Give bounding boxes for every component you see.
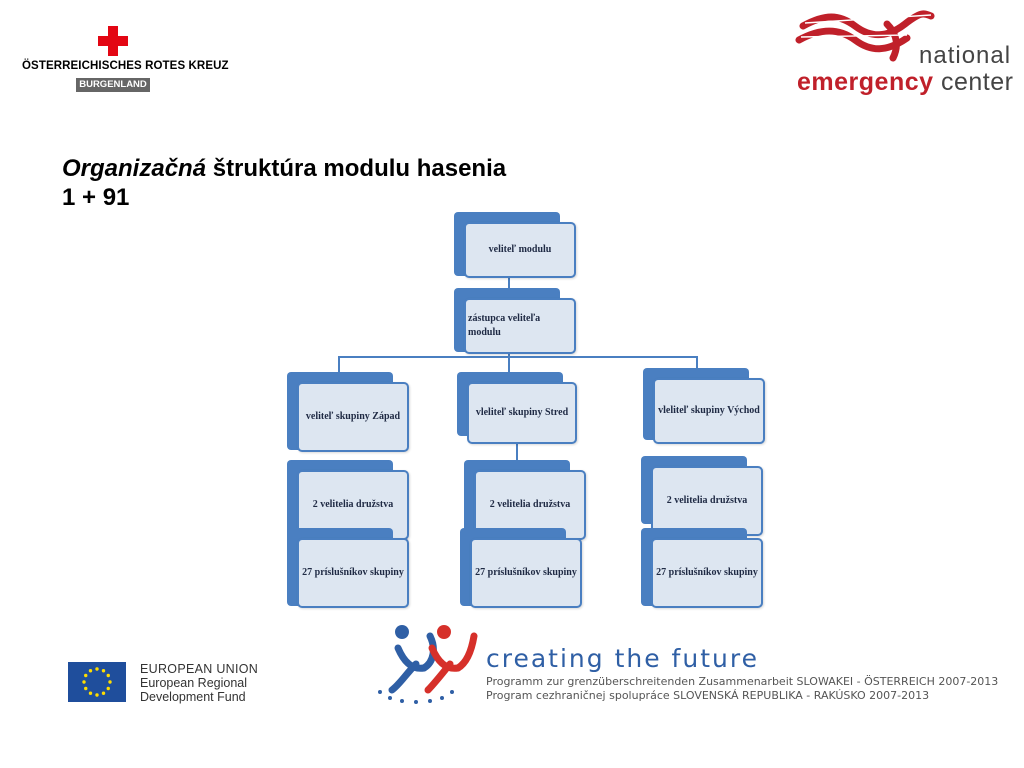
connector-horizontal-bus: [338, 356, 698, 358]
org-node-group-center-leader: [457, 372, 579, 446]
eu-star-icon: [89, 692, 92, 695]
group-east-squad-label: 2 velitelia družstva: [651, 466, 763, 536]
eu-star-icon: [84, 687, 87, 690]
group-center-squad-label: 2 velitelia družstva: [474, 470, 586, 540]
eu-text: [140, 662, 258, 704]
programme-line-de: Programm zur grenzüberschreitenden Zusammenarbeit SLOWAKEI - ÖSTERREICH 2007-2013: [486, 675, 999, 688]
eu-stars-icon: [68, 662, 126, 702]
eu-star-icon: [107, 687, 110, 690]
two-figures-icon: [372, 618, 488, 704]
title-italic-part: Organizačná: [62, 155, 207, 182]
red-cross-region: BURGENLAND: [76, 78, 150, 92]
eu-line-2: European Regional: [140, 676, 248, 690]
group-west-leader-label: veliteľ skupiny Západ: [297, 382, 409, 452]
eu-star-icon: [82, 680, 85, 683]
eu-star-icon: [108, 680, 111, 683]
title-line-2: 1 + 91: [62, 184, 130, 211]
org-node-group-center-members: [460, 528, 582, 608]
org-node-deputy: [454, 288, 576, 356]
eu-star-icon: [89, 669, 92, 672]
commander-label: veliteľ modulu: [464, 222, 576, 278]
nec-center-text: center: [940, 68, 1014, 96]
nec-emergency-text: emergency: [797, 68, 934, 96]
title-rest: štruktúra modulu hasenia: [206, 155, 507, 182]
eu-star-icon: [102, 692, 105, 695]
programme-logo: [372, 618, 999, 708]
programme-line-sk: Program cezhraničnej spolupráce SLOVENSKÁ REPUBLIKA - RAKÚSKO 2007-2013: [486, 689, 930, 702]
group-west-squad-label: 2 velitelia družstva: [297, 470, 409, 540]
nec-word-national: national: [919, 42, 1012, 69]
org-node-group-west-members: [287, 528, 409, 608]
eu-star-icon: [102, 669, 105, 672]
eu-star-icon: [107, 674, 110, 677]
eu-flag-icon: [68, 662, 126, 702]
eu-star-icon: [84, 674, 87, 677]
eu-logo: [68, 662, 268, 706]
org-node-group-east-members: [641, 528, 765, 608]
group-center-members-label: 27 príslušníkov skupiny: [470, 538, 582, 608]
deputy-label: zástupca veliteľa modulu: [464, 298, 576, 354]
org-node-group-east-leader: [643, 368, 765, 448]
group-east-leader-label: vleliteľ skupiny Východ: [653, 378, 765, 444]
eu-star-icon: [95, 693, 98, 696]
eu-line-3: Development Fund: [140, 690, 246, 704]
programme-slogan: creating the future: [486, 644, 759, 673]
group-east-members-label: 27 príslušníkov skupiny: [651, 538, 763, 608]
eu-star-icon: [95, 667, 98, 670]
red-cross-name: ÖSTERREICHISCHES ROTES KREUZ: [22, 60, 229, 72]
group-center-leader-label: vleliteľ skupiny Stred: [467, 382, 577, 444]
org-node-group-east-squad: [641, 456, 763, 536]
eu-line-1: EUROPEAN UNION: [140, 662, 259, 676]
group-west-members-label: 27 príslušníkov skupiny: [297, 538, 409, 608]
org-node-group-west-leader: [287, 372, 409, 452]
org-node-commander: [454, 212, 576, 278]
